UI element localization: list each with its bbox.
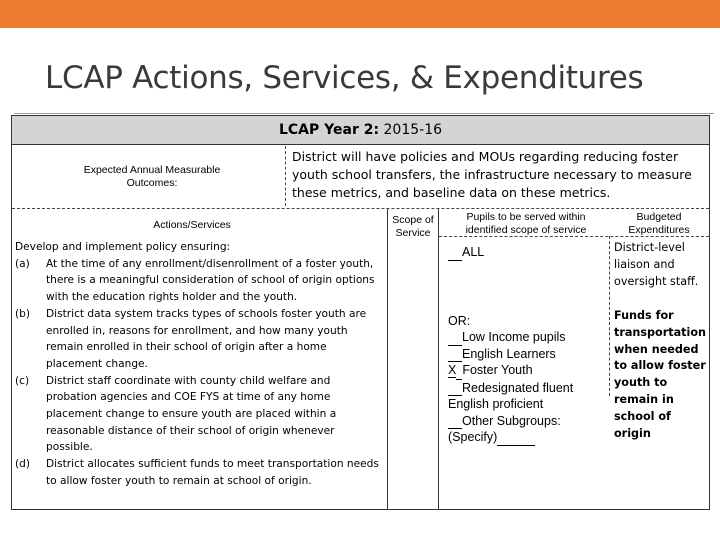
budget-separator [609, 236, 610, 396]
year-value: 2015-16 [383, 122, 443, 138]
outcomes-label: Expected Annual Measurable Outcomes: [83, 164, 221, 189]
budget-item-1: District-level liaison and oversight staff. [614, 241, 699, 288]
lcap-table [11, 115, 710, 510]
pupils-foster-youth: X Foster Youth [448, 362, 608, 380]
year-label: LCAP Year 2: [278, 122, 380, 138]
action-item: (a) At the time of any enrollment/disenrollment of a foster youth, there is a meaningful consideration of school of origin options with the education rights holder and the youth. [15, 257, 375, 304]
pupils-header: Pupils to be served within identified scope of service [465, 211, 587, 236]
actions-header: Actions/Services [153, 219, 231, 231]
year-row [12, 116, 709, 145]
actions-list [15, 239, 383, 490]
action-item: (b) District data system tracks types of schools foster youth are enrolled in, reasons for enrollment, and how many youth remain enrolled in their school of origin after a home placement change. [15, 307, 367, 370]
slide-title: LCAP Actions, Services, & Expenditures [45, 60, 644, 96]
pupils-low-income: Low Income pupils [448, 329, 608, 346]
pupils-or-label: OR: [448, 313, 471, 328]
title-divider [14, 113, 714, 114]
top-accent-bar [0, 0, 720, 28]
scope-column [387, 208, 439, 509]
outcomes-bottom-separator [12, 208, 709, 209]
actions-intro: Develop and implement policy ensuring: [15, 241, 231, 253]
pupils-other: Other Subgroups: (Specify) [448, 413, 561, 444]
outcomes-separator [285, 146, 286, 206]
outcomes-text: District will have policies and MOUs regarding reducing foster youth school transfers, the infrastructure necessary to measure these metrics, and baseline data on these metrics. [292, 149, 692, 200]
action-item: (d) District allocates sufficient funds to meet transportation needs to allow foster youth to remain at school of origin. [15, 458, 379, 487]
header-separator [439, 236, 709, 237]
pupils-all: ALL [448, 244, 608, 261]
pupils-redesignated: Redesignated fluent English proficient [448, 380, 574, 411]
pupils-served [448, 244, 608, 446]
budget-item-2: Funds for transportation when needed to allow foster youth to remain in school of origin [614, 309, 706, 440]
action-item: (c) District staff coordinate with county child welfare and probation agencies and COE FYS at time of any home placement change to ensure youth are placed within a reasonable distance of their school of origin whenever possible. [15, 374, 337, 454]
scope-header: Scope of Service [392, 214, 434, 239]
budget-header: Budgeted Expenditures [628, 211, 690, 236]
pupils-english-learners: English Learners [448, 346, 608, 363]
